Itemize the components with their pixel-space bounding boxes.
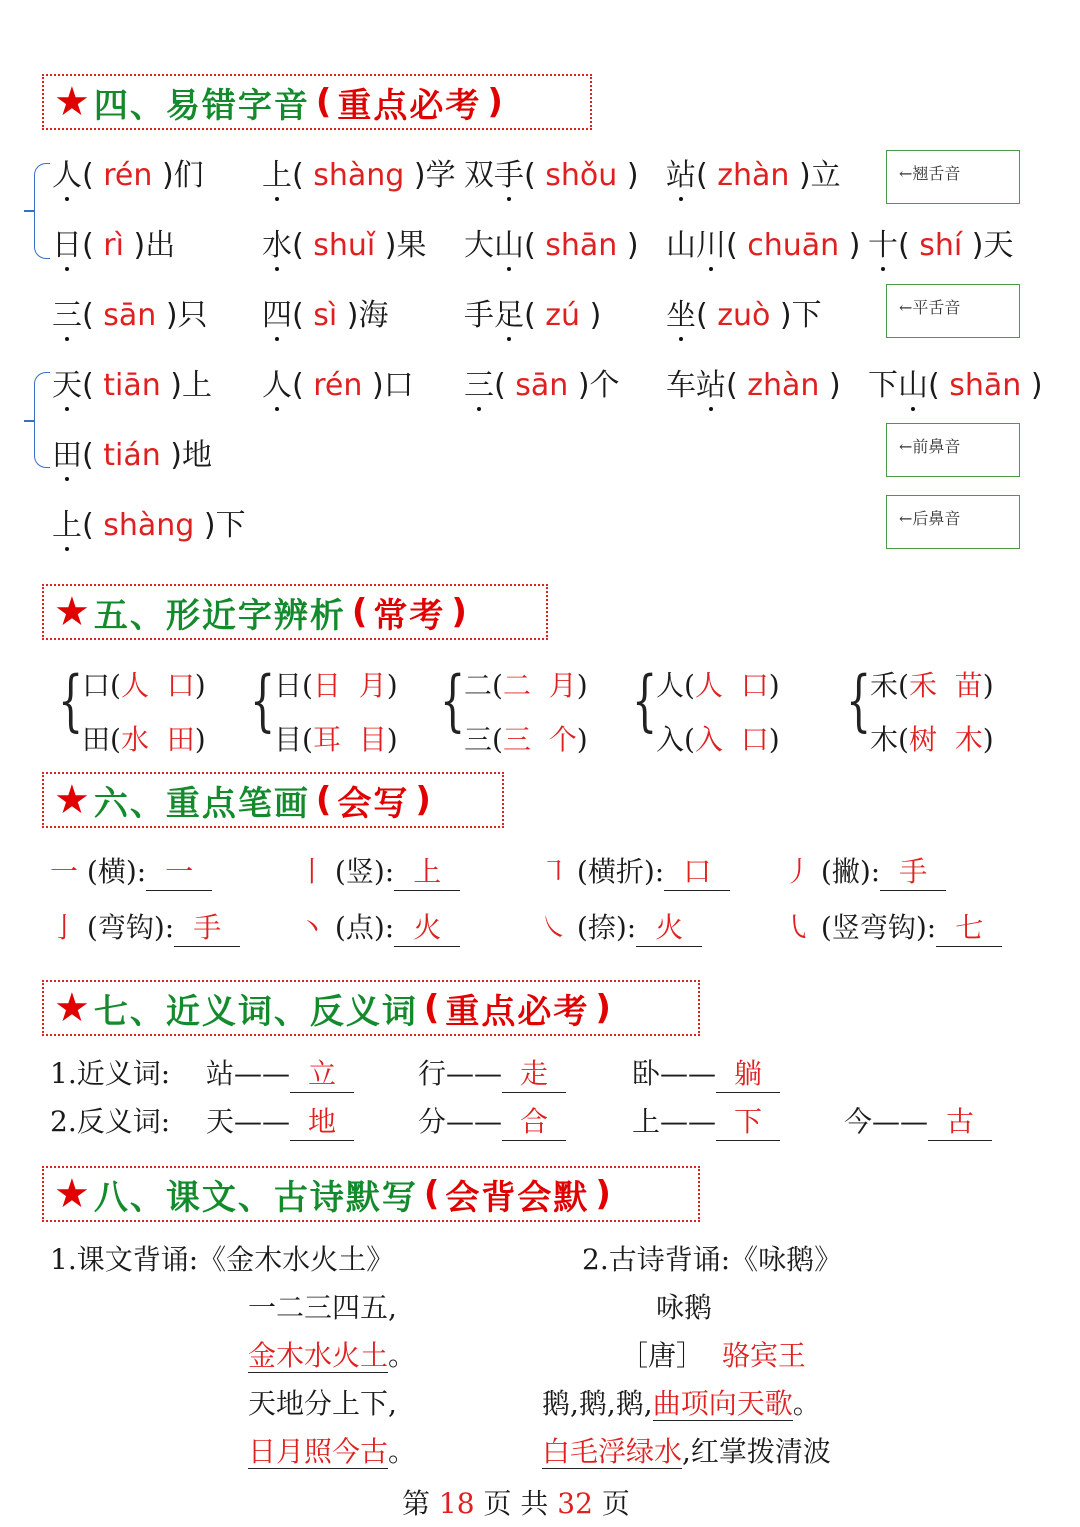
similar-char-group: { 二(二 月) 三(三 个) <box>440 662 588 756</box>
section-title: 六、重点笔画 <box>93 783 310 824</box>
section-title: 四、易错字音 <box>93 85 310 126</box>
side-label: ←平舌音 <box>886 284 1020 338</box>
word-pair: 卧—— 躺 <box>632 1052 780 1093</box>
pinyin-item: 日( rì )出 <box>52 228 176 263</box>
stroke-symbol: 丨 <box>298 855 335 888</box>
section-note: 常考 <box>373 595 446 636</box>
pinyin-item: 三( sān )个 <box>464 368 620 403</box>
section-6-header: ★ 六、重点笔画 ( 会写 ) <box>42 772 504 828</box>
text-line-2: 金木水火土。 <box>248 1339 417 1372</box>
poem-line-1: 鹅,鹅,鹅,曲项向天歌。 <box>542 1387 821 1420</box>
pinyin-item: 山川( chuān ) <box>666 228 861 263</box>
page-number: 18 <box>438 1487 475 1520</box>
side-label: ←翘舌音 <box>886 150 1020 204</box>
star-icon: ★ <box>54 985 90 1031</box>
stroke-item: 亅 (弯钩): 手 <box>50 906 240 947</box>
star-icon: ★ <box>54 1171 90 1217</box>
section-5-header: ★ 五、形近字辨析 ( 常考 ) <box>42 584 548 640</box>
star-icon: ★ <box>54 589 90 635</box>
text-recite-label: 1.课文背诵:《金木水火土》 <box>50 1243 395 1276</box>
pinyin-item: 站( zhàn )立 <box>666 158 841 193</box>
stroke-item: 丨 (竖): 上 <box>298 850 460 891</box>
word-pair: 上—— 下 <box>632 1100 780 1141</box>
similar-char-group: { 人(人 口) 入(入 口) <box>632 662 780 756</box>
stroke-item: ㇕ (横折): 口 <box>540 850 730 891</box>
section-title: 五、形近字辨析 <box>93 595 346 636</box>
word-pair: 行—— 走 <box>418 1052 566 1093</box>
stroke-symbol: 亅 <box>50 911 87 944</box>
text-line-3: 天地分上下, <box>248 1387 397 1420</box>
stroke-item: 丿 (撇): 手 <box>784 850 946 891</box>
text-line-4: 日月照今古。 <box>248 1435 417 1468</box>
page-footer: 第 18 页 共 32 页 <box>402 1487 630 1520</box>
synonym-label: 1.近义词: <box>50 1057 171 1090</box>
section-8-header: ★ 八、课文、古诗默写 ( 会背会默 ) <box>42 1166 700 1222</box>
pinyin-item: 田( tián )地 <box>52 438 213 473</box>
poem-title: 咏鹅 <box>656 1291 713 1324</box>
pinyin-item: 水( shuǐ )果 <box>262 228 427 263</box>
section-4-header: ★ 四、易错字音 ( 重点必考 ) <box>42 74 592 130</box>
pinyin-item: 三( sān )只 <box>52 298 208 333</box>
side-label: ←后鼻音 <box>886 495 1020 549</box>
similar-char-group: { 口(人 口) 田(水 田) <box>58 662 206 756</box>
poem-line-2: 白毛浮绿水,红掌拨清波 <box>542 1435 831 1468</box>
page-total: 32 <box>557 1487 593 1520</box>
pinyin-item: 天( tiān )上 <box>52 368 213 403</box>
stroke-symbol: 丶 <box>298 911 335 944</box>
pinyin-item: 人( rén )口 <box>262 368 414 403</box>
poem-recite-label: 2.古诗背诵:《咏鹅》 <box>582 1243 843 1276</box>
stroke-symbol: ㇂ <box>784 911 821 944</box>
word-pair: 分—— 合 <box>418 1100 566 1141</box>
pinyin-item: 下山( shān ) <box>868 368 1043 403</box>
stroke-symbol: ㇕ <box>540 855 577 888</box>
similar-char-group: { 日(日 月) 目(耳 目) <box>250 662 398 756</box>
bracket-decoration <box>34 163 50 259</box>
stroke-item: ㇂ (竖弯钩): 七 <box>784 906 1002 947</box>
antonym-label: 2.反义词: <box>50 1105 171 1138</box>
side-label: ←前鼻音 <box>886 423 1020 477</box>
similar-char-group: { 禾(禾 苗) 木(树 木) <box>846 662 994 756</box>
star-icon: ★ <box>54 777 90 823</box>
bracket-decoration <box>34 372 50 468</box>
pinyin-item: 上( shàng )学 <box>262 158 456 193</box>
stroke-item: 丶 (点): 火 <box>298 906 460 947</box>
pinyin-item: 双手( shǒu ) <box>464 158 639 193</box>
stroke-symbol: ㇏ <box>540 911 577 944</box>
pinyin-item: 大山( shān ) <box>464 228 639 263</box>
section-note: 会写 <box>337 783 410 824</box>
poem-author: ［唐］ 骆宾王 <box>620 1339 806 1372</box>
section-title: 八、课文、古诗默写 <box>93 1177 418 1218</box>
pinyin-item: 人( rén )们 <box>52 158 204 193</box>
word-pair: 天—— 地 <box>206 1100 354 1141</box>
section-note: 重点必考 <box>445 991 590 1032</box>
text-line-1: 一二三四五, <box>248 1291 397 1324</box>
word-pair: 站—— 立 <box>206 1052 354 1093</box>
section-7-header: ★ 七、近义词、反义词 ( 重点必考 ) <box>42 980 700 1036</box>
stroke-symbol: 一 <box>50 855 87 888</box>
star-icon: ★ <box>54 79 90 125</box>
section-note: 会背会默 <box>445 1177 590 1218</box>
stroke-item: 一 (横): 一 <box>50 850 212 891</box>
pinyin-item: 车站( zhàn ) <box>666 368 841 403</box>
stroke-symbol: 丿 <box>784 855 821 888</box>
pinyin-item: 四( sì )海 <box>262 298 389 333</box>
section-title: 七、近义词、反义词 <box>93 991 418 1032</box>
section-note: 重点必考 <box>337 85 482 126</box>
stroke-item: ㇏ (捺): 火 <box>540 906 702 947</box>
word-pair: 今—— 古 <box>844 1100 992 1141</box>
pinyin-item: 十( shí )天 <box>868 228 1014 263</box>
pinyin-item: 手足( zú ) <box>464 298 602 333</box>
pinyin-item: 上( shàng )下 <box>52 508 246 543</box>
pinyin-item: 坐( zuò )下 <box>666 298 822 333</box>
